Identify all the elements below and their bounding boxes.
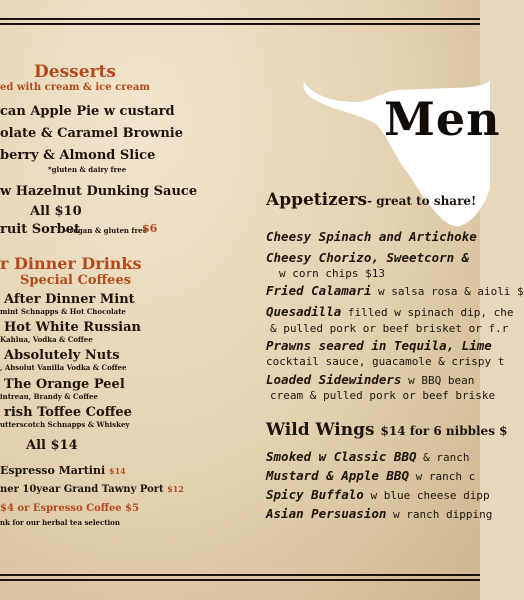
appetizer-name: Quesadilla: [266, 304, 342, 319]
drink-name: rish Toffee Coffee: [4, 405, 132, 420]
appetizer-desc: w BBQ bean: [401, 374, 475, 387]
appetizer-name: Fried Calamari: [266, 283, 372, 298]
appetizers-title: Appetizers: [266, 190, 368, 210]
dessert-item: ruit Sorbet: [0, 222, 81, 237]
drink-name: Absolutely Nuts: [4, 348, 120, 363]
wings-name: Mustard & Apple BBQ: [266, 468, 409, 483]
wings-desc: & ranch: [416, 451, 470, 464]
wings-heading: [266, 420, 507, 440]
drinks-title: r Dinner Drinks: [0, 254, 142, 273]
wings-item: [266, 503, 492, 522]
appetizer-item: [266, 280, 524, 299]
appetizer-name: Cheesy Spinach and Artichoke: [266, 229, 477, 244]
menu-title: Men: [384, 92, 501, 146]
wings-item: [266, 446, 470, 465]
appetizers-heading: [266, 190, 476, 210]
dessert-price: $6: [142, 222, 158, 235]
drink-desc: , Absolut Vanilla Vodka & Coffee: [0, 363, 127, 372]
drink-name: The Orange Peel: [4, 377, 125, 392]
appetizer-desc-line: [270, 317, 508, 336]
desserts-subtitle: ed with cream & ice cream: [0, 82, 150, 93]
appetizer-desc: & pulled pork or beef brisket or f.r: [270, 322, 509, 335]
drinks-price: All $14: [26, 438, 78, 453]
appetizer-desc: cocktail sauce, guacamole & crispy t: [266, 355, 505, 368]
drink-desc: Kahlua, Vodka & Coffee: [0, 335, 93, 344]
wings-name: Smoked w Classic BBQ: [266, 449, 417, 464]
appetizer-desc: cream & pulled pork or beef briske: [270, 389, 496, 402]
appetizer-desc-line: [279, 262, 385, 281]
appetizer-desc: w salsa rosa & aioli $: [371, 285, 524, 298]
appetizer-name: Prawns seared in Tequila, Lime: [266, 338, 492, 353]
extra-price: $12: [167, 484, 184, 494]
appetizer-name: Cheesy Chorizo, Sweetcorn &: [266, 250, 470, 265]
drink-desc: mint Schnapps & Hot Chocolate: [0, 307, 126, 316]
extra-text: ner 10year Grand Tawny Port: [0, 484, 164, 495]
dessert-item: can Apple Pie w custard: [0, 104, 175, 119]
drink-name: After Dinner Mint: [4, 292, 135, 307]
drink-name: Hot White Russian: [4, 320, 141, 335]
extra-price: $14: [109, 466, 126, 476]
wings-desc: w blue cheese dipp: [363, 489, 490, 502]
extra-item: [0, 484, 184, 495]
extra-item: $4 or Espresso Coffee $5: [0, 503, 140, 514]
extra-item: nk for our herbal tea selection: [0, 518, 120, 527]
wings-name: Spicy Buffalo: [266, 487, 364, 502]
appetizers-subtitle: - great to share!: [367, 194, 477, 208]
wings-desc: w ranch dipping: [386, 508, 493, 521]
appetizer-item: [266, 226, 477, 245]
wings-name: Asian Persuasion: [266, 506, 387, 521]
wings-item: [266, 484, 490, 503]
wings-item: [266, 465, 475, 484]
dessert-item: w Hazelnut Dunking Sauce: [0, 184, 198, 199]
dessert-item: berry & Almond Slice: [0, 148, 156, 163]
dessert-item: olate & Caramel Brownie: [0, 126, 183, 141]
drinks-subtitle: Special Coffees: [20, 273, 132, 288]
appetizer-desc: w corn chips $13: [279, 267, 385, 280]
dessert-price: All $10: [30, 204, 82, 219]
appetizer-desc-line: [270, 384, 495, 403]
appetizer-desc-line: [266, 350, 504, 369]
drink-desc: utterscotch Schnapps & Whiskey: [0, 420, 130, 429]
wings-title: Wild Wings: [266, 420, 375, 440]
extra-text: Espresso Martini: [0, 464, 106, 477]
wings-desc: w ranch c: [409, 470, 476, 483]
dessert-note: *gluten & dairy free: [48, 165, 127, 174]
appetizer-name: Loaded Sidewinders: [266, 372, 402, 387]
drink-desc: intreau, Brandy & Coffee: [0, 392, 98, 401]
desserts-title: Desserts: [34, 62, 116, 82]
appetizer-desc: filled w spinach dip, che: [341, 306, 514, 319]
wings-subtitle: $14 for 6 nibbles $: [380, 424, 508, 438]
dessert-note: - vegan & gluten free: [64, 226, 148, 235]
extra-item: [0, 464, 126, 477]
left-column: [0, 0, 255, 600]
